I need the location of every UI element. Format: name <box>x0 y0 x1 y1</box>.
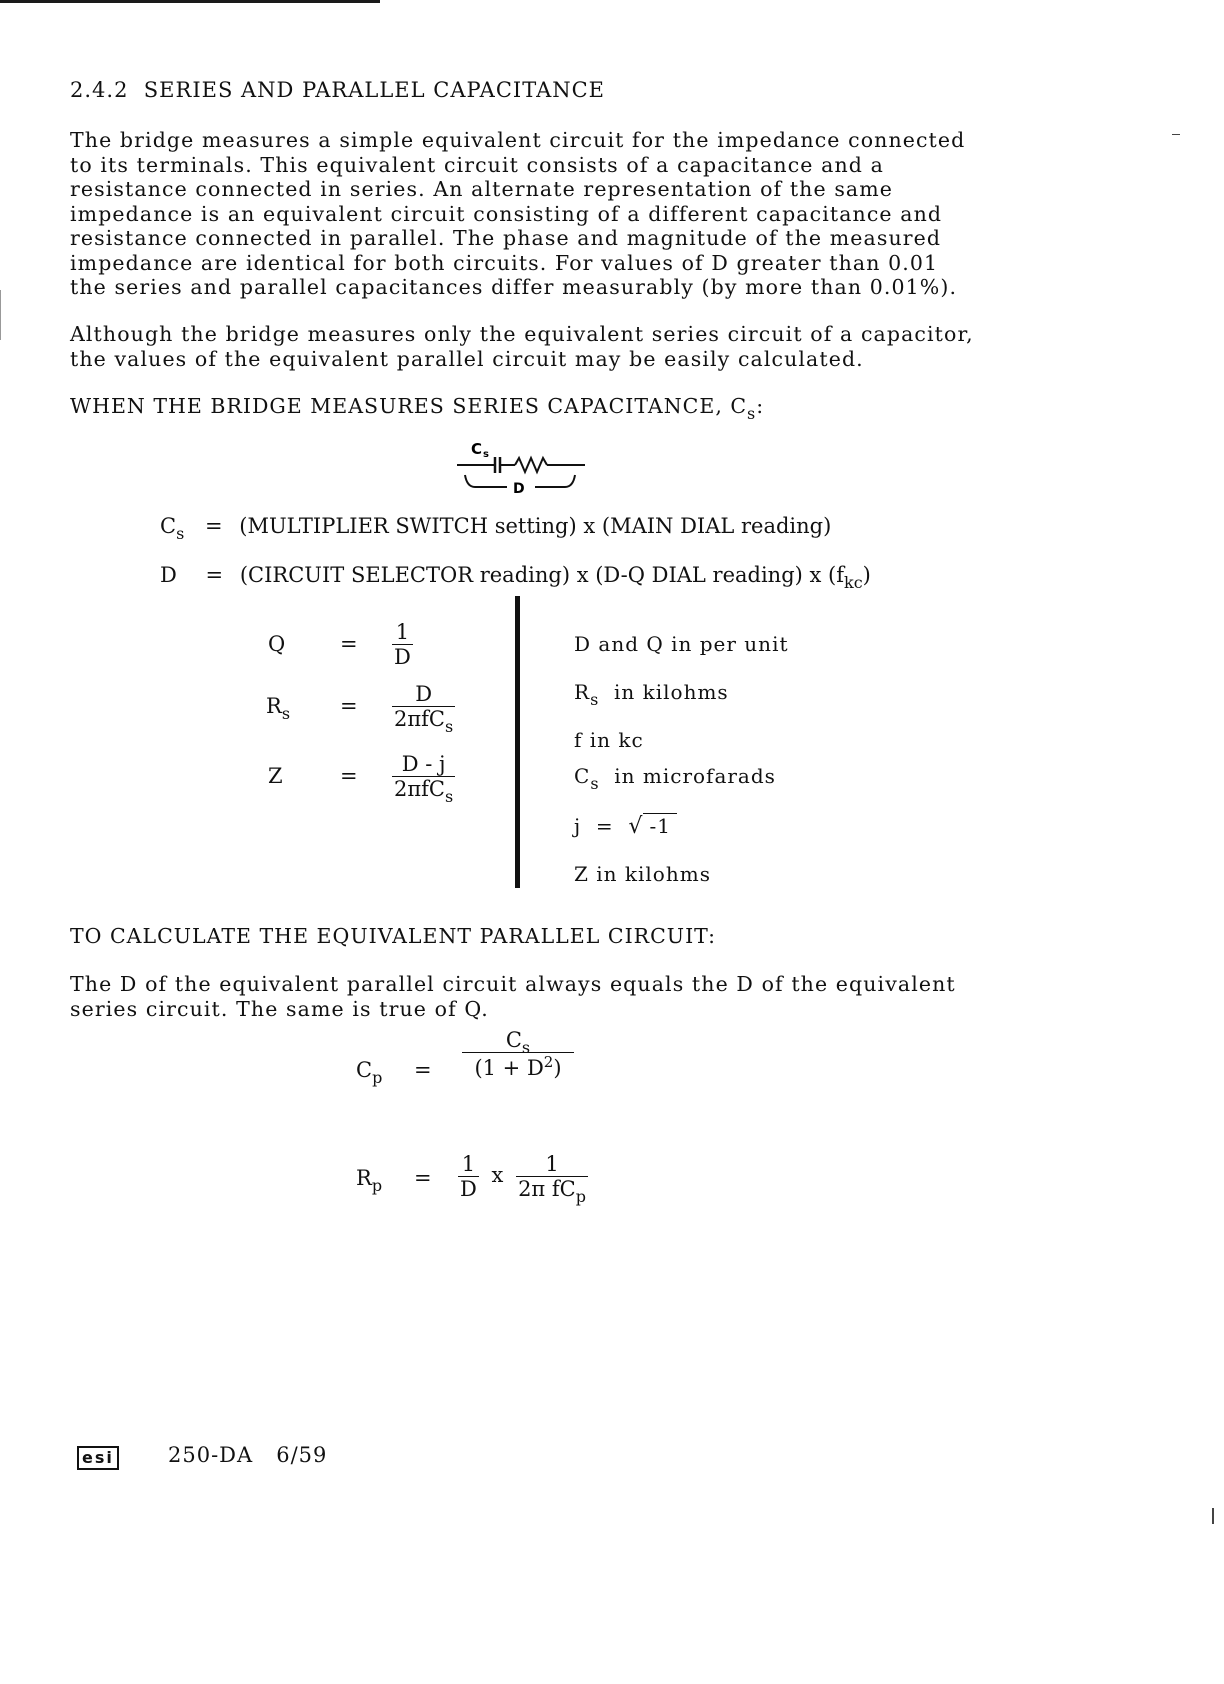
cs-equals: = <box>204 514 223 538</box>
unit-rs-sub: s <box>590 690 600 709</box>
cp-den-a: (1 + D <box>474 1056 544 1080</box>
circuit-cap-label: C <box>471 440 483 458</box>
rs-equals: = <box>340 694 358 718</box>
rs-denominator <box>392 706 455 736</box>
z-den-sub: s <box>445 787 454 806</box>
rp-f2-denominator <box>516 1176 588 1206</box>
esi-logo: esi <box>77 1446 119 1470</box>
unit-rs <box>574 680 729 709</box>
d-bracket-right <box>535 475 575 487</box>
cs-rhs: (MULTIPLIER SWITCH setting) x (MAIN DIAL reading) <box>239 514 832 538</box>
intro-paragraph <box>70 128 1050 300</box>
z-numerator: D - j <box>401 752 446 776</box>
rp-f2-numerator: 1 <box>545 1152 559 1176</box>
d-symbol: D <box>160 563 177 587</box>
cp-equals: = <box>414 1058 432 1082</box>
rp-f2-den-sub: p <box>575 1187 586 1206</box>
rp-sym: R <box>356 1166 372 1190</box>
rp-symbol <box>356 1166 383 1195</box>
vertical-divider <box>515 596 520 888</box>
q-fraction <box>392 620 413 669</box>
unit-z: Z in kilohms <box>574 862 711 886</box>
text-line: the values of the equivalent parallel circuit may be easily calculated. <box>70 346 864 371</box>
rp-f1-denominator: D <box>460 1177 477 1201</box>
rs-den-sub: s <box>445 717 454 736</box>
footer-date: 6/59 <box>276 1443 328 1467</box>
series-heading-text: WHEN THE BRIDGE MEASURES SERIES CAPACITANCE, C <box>70 394 748 418</box>
q-denominator: D <box>394 645 411 669</box>
cp-num-text: C <box>505 1028 522 1052</box>
footer-code: 250-DA <box>168 1443 254 1467</box>
cp-symbol <box>356 1058 383 1087</box>
d-definition <box>160 563 871 592</box>
text-line: the series and parallel capacitances differ measurably (by more than 0.01%). <box>70 275 958 299</box>
rp-sub: p <box>371 1176 383 1195</box>
resistor-symbol <box>515 458 547 472</box>
unit-j-lhs: j <box>574 814 582 838</box>
cp-fraction <box>462 1028 574 1080</box>
text-line: Although the bridge measures only the equivalent series circuit of a capacitor, <box>70 322 974 346</box>
scan-mark <box>1172 134 1180 135</box>
cp-denominator <box>462 1052 574 1080</box>
cs-definition <box>160 514 832 543</box>
d-equals: = <box>205 563 224 587</box>
q-symbol: Q <box>268 632 286 656</box>
footer-text <box>168 1443 327 1467</box>
unit-j-equals: = <box>595 814 614 838</box>
rp-f1-numerator: 1 <box>461 1152 476 1176</box>
cp-num-sub: s <box>521 1038 531 1057</box>
scan-mark <box>1212 1508 1214 1524</box>
z-denominator <box>392 776 455 806</box>
cs-sub: s <box>176 524 185 543</box>
unit-j <box>574 814 677 839</box>
rs-den-text: 2πfC <box>394 707 446 731</box>
unit-rs-text: in kilohms <box>614 680 729 704</box>
sqrt-sign: √ <box>628 814 644 839</box>
circuit-d-label: D <box>513 481 525 497</box>
series-circuit-diagram <box>455 437 590 497</box>
section-title: SERIES AND PARALLEL CAPACITANCE <box>143 78 606 102</box>
rs-sym: R <box>266 694 282 718</box>
text-line: impedance are identical for both circuits. For values of D greater than 0.01 <box>70 250 939 275</box>
text-line: impedance is an equivalent circuit consisting of a different capacitance and <box>70 201 943 226</box>
circuit-cap-sub: s <box>483 449 489 460</box>
unit-cs-sym: C <box>574 764 591 788</box>
unit-j-radicand: -1 <box>643 813 676 838</box>
rs-fraction <box>392 682 455 736</box>
text-line: series circuit. The same is true of Q. <box>70 996 489 1021</box>
rs-symbol <box>266 694 291 723</box>
d-rhs-sub: kc <box>844 573 863 592</box>
series-heading-sub: s <box>747 404 757 423</box>
series-heading-tail: : <box>756 394 765 418</box>
text-line: The D of the equivalent parallel circuit always equals the D of the equivalent <box>70 972 956 996</box>
cp-den-sup: 2 <box>543 1053 554 1071</box>
rs-sub: s <box>281 704 291 723</box>
cp-numerator <box>462 1028 574 1057</box>
unit-dq: D and Q in per unit <box>574 632 789 656</box>
section-heading <box>70 78 605 102</box>
unit-rs-sym: R <box>574 680 591 704</box>
rp-f2-den-text: 2π fC <box>518 1177 576 1201</box>
series-heading <box>70 394 765 423</box>
rs-numerator: D <box>415 682 433 706</box>
cs-symbol: C <box>160 514 177 538</box>
text-line: resistance connected in parallel. The phase and magnitude of the measured <box>70 226 942 250</box>
q-equals: = <box>340 632 358 656</box>
parallel-paragraph <box>70 972 1050 1021</box>
unit-cs-sub: s <box>590 774 600 793</box>
text-line: The bridge measures a simple equivalent circuit for the impedance connected <box>70 128 966 152</box>
cp-den-b: ) <box>553 1056 562 1080</box>
d-bracket-left <box>465 475 507 487</box>
cp-sub: p <box>372 1068 383 1087</box>
section-number: 2.4.2 <box>70 78 129 102</box>
unit-cs-text: in microfarads <box>614 764 776 788</box>
calc-paragraph <box>70 322 1050 371</box>
rp-equals: = <box>414 1166 432 1190</box>
d-rhs-tail: ) <box>862 563 871 587</box>
top-rule <box>0 0 380 3</box>
z-fraction <box>392 752 455 806</box>
z-den-text: 2πfC <box>394 777 446 801</box>
text-line: resistance connected in series. An alternate representation of the same <box>70 177 894 201</box>
unit-f: f in kc <box>574 728 644 752</box>
cp-sym: C <box>356 1058 373 1082</box>
d-rhs: (CIRCUIT SELECTOR reading) x (D-Q DIAL reading) x (f <box>239 563 844 587</box>
q-numerator: 1 <box>395 620 410 644</box>
z-symbol: Z <box>268 764 283 788</box>
unit-cs <box>574 764 776 793</box>
text-line: to its terminals. This equivalent circuit consists of a capacitance and a <box>70 152 884 177</box>
rp-times: x <box>491 1163 504 1187</box>
scan-mark <box>0 290 1 340</box>
z-equals: = <box>340 764 358 788</box>
rp-expression <box>458 1152 588 1206</box>
parallel-heading: TO CALCULATE THE EQUIVALENT PARALLEL CIRCUIT: <box>70 924 717 948</box>
